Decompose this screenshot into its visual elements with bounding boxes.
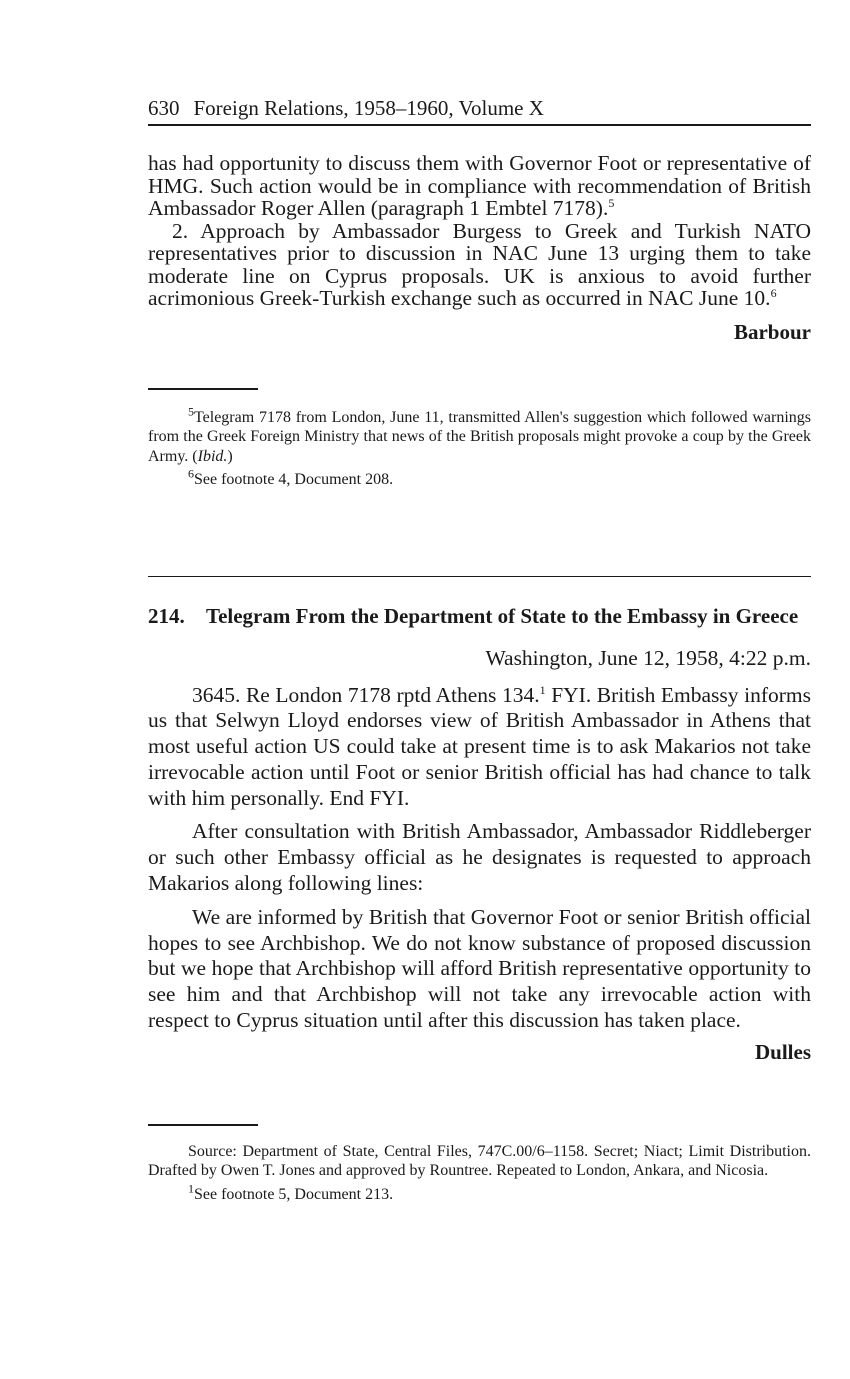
source-note: Source: Department of State, Central Files, 747C.00/6–1158. Secret; Niact; Limit Distribution. Drafted by Owen T. Jones and approved by Rountree. Repeated to London, Ankara, and Nicosia. <box>148 1142 811 1180</box>
footnote-5 <box>148 404 811 467</box>
signature-dulles: Dulles <box>754 1039 811 1064</box>
telegram-paragraph-2: After consultation with British Ambassador, Ambassador Riddleberger or such other Embassy official as he designates is requested to approach Makarios along following lines: <box>148 819 811 896</box>
telegram-paragraph-1-start: 3645. Re London 7178 rptd Athens 134. <box>192 682 540 707</box>
continuation-paragraph-2 <box>148 220 811 310</box>
document-number: 214. <box>148 603 185 628</box>
footnote-1-text: See footnote 5, Document 213. <box>194 1185 394 1203</box>
footnote-ref-1: 1 <box>539 682 546 697</box>
continuation-paragraph-2-text: 2. Approach by Ambassador Burgess to Greek and Turkish NATO representatives prior to discussion in NAC June 13 urging them to take moderate line on Cyprus proposals. UK is anxious to avoid further acrimonious Greek-Turkish exchange such as occurred in NAC June 10. <box>148 218 811 310</box>
section-divider <box>148 576 811 577</box>
footnote-rule-top <box>148 388 258 390</box>
document-title: Telegram From the Department of State to the Embassy in Greece <box>206 603 799 628</box>
footnote-5-tail: ) <box>227 447 233 465</box>
footnote-6 <box>148 466 811 490</box>
document-page <box>148 94 811 1204</box>
series-title: Foreign Relations, 1958–1960, Volume X <box>193 96 544 120</box>
footnote-ref-6: 6 <box>770 285 777 300</box>
footnote-rule-bottom <box>148 1124 258 1126</box>
page-number: 630 <box>148 96 180 120</box>
signature-barbour: Barbour <box>733 319 811 344</box>
footnote-ref-5: 5 <box>608 195 615 210</box>
footnote-5-ibid: Ibid. <box>197 447 228 465</box>
dateline: Washington, June 12, 1958, 4:22 p.m. <box>485 645 811 670</box>
telegram-paragraph-3: We are informed by British that Governor Foot or senior British official hopes to see Archbishop. We do not know substance of proposed discussion but we hope that Archbishop will afford British representative opportunity to see him and that Archbishop will not take any irrevocable action with respect to Cyprus situation until after this discussion has taken place. <box>148 904 811 1033</box>
footnote-1-marker: 1 <box>188 1181 194 1196</box>
continuation-paragraph-1-text: has had opportunity to discuss them with Governor Foot or representative of HMG. Such action would be in compliance with recommendation of British Ambassador Roger Allen (paragraph 1 Embtel 7178). <box>148 151 811 220</box>
footnote-5-marker: 5 <box>188 404 194 419</box>
footnote-1 <box>148 1181 811 1205</box>
running-head <box>148 94 811 126</box>
telegram-paragraph-1 <box>148 683 811 812</box>
footnote-6-marker: 6 <box>188 466 194 481</box>
footnote-6-text: See footnote 4, Document 208. <box>194 471 394 488</box>
continuation-paragraph-1 <box>148 152 811 220</box>
document-heading <box>148 603 811 629</box>
telegram-paragraph-1-end: FYI. British Embassy informs us that Selwyn Lloyd endorses view of British Ambassador in Athens that most useful action US could take at present time is to ask Makarios not take irrevocable action until Foot or senior British official has had chance to talk with him personally. End FYI. <box>148 682 811 810</box>
footnote-5-text: Telegram 7178 from London, June 11, transmitted Allen's suggestion which followed warnings from the Greek Foreign Ministry that news of the British proposals might provoke a coup by the Greek Army. ( <box>148 408 811 465</box>
